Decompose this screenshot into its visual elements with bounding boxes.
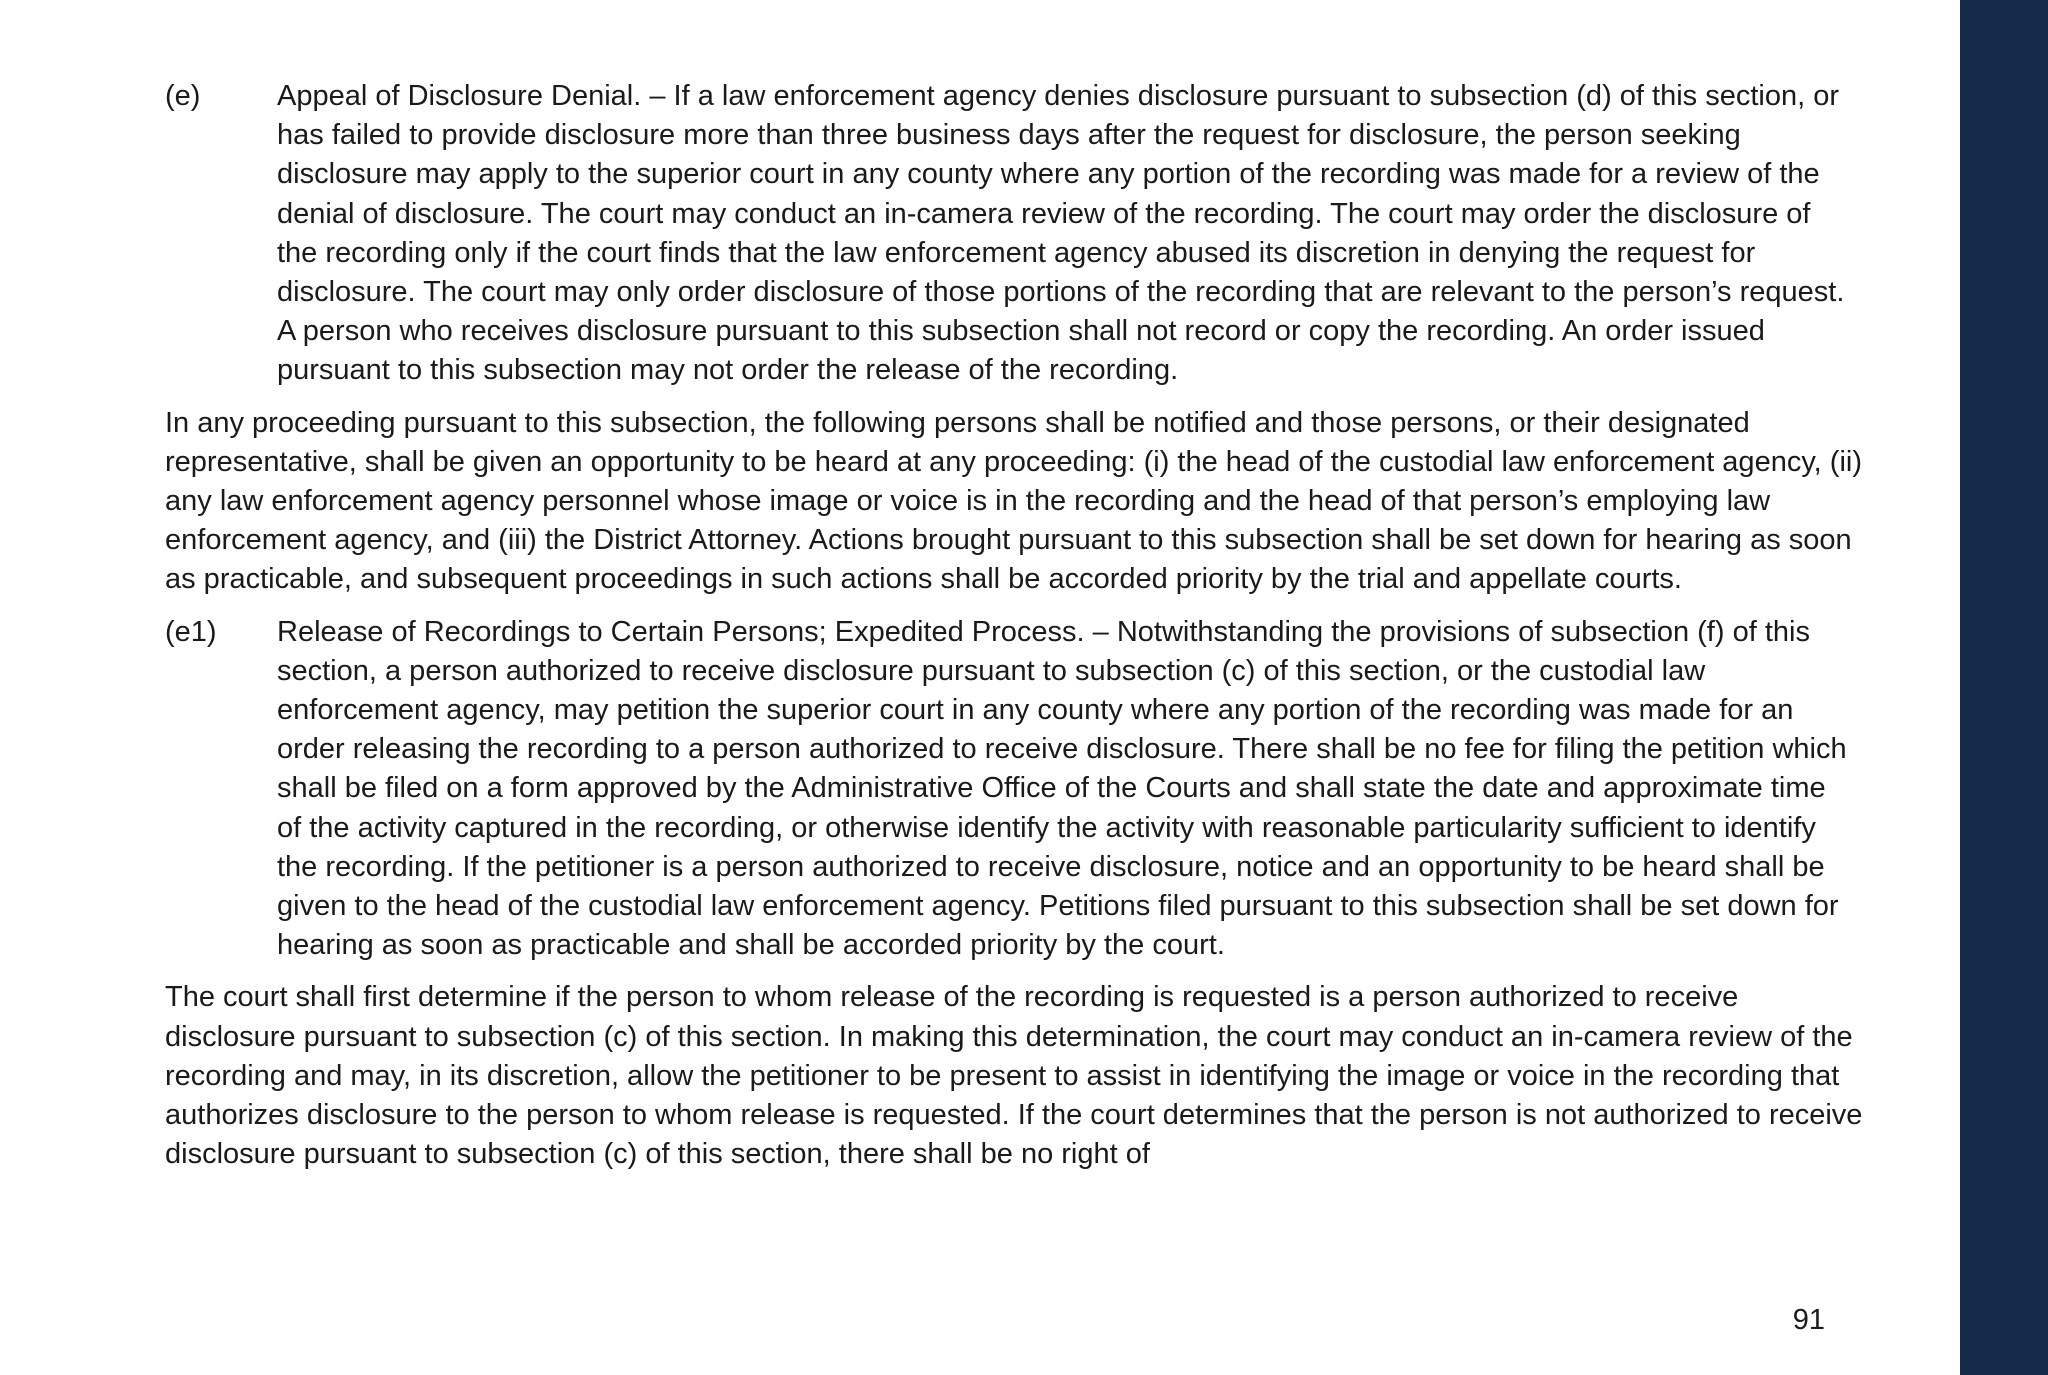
subsection-e-label: (e) (165, 80, 201, 112)
subsection-e1-text: Release of Recordings to Certain Persons; Expedited Process. – Notwithstanding the provisions of subsection (f) of this section, a person authorized to receive disclosure pursuant to subsection (c) of this section, or the custodial law enforcement agency, may petition the superior court in any county where any portion of the recording was made for an order releasing the recording to a person authorized to receive disclosure. There shall be no fee for filing the petition which shall be filed on a form approved by the Administrative Office of the Courts and shall state the date and approximate time of the activity captured in the recording, or otherwise identify the activity with reasonable particularity sufficient to identify the recording. If the petitioner is a person authorized to receive disclosure, notice and an opportunity to be heard shall be given to the head of the custodial law enforcement agency. Petitions filed pursuant to this subsection shall be set down for hearing as soon as practicable and shall be accorded priority by the court. (277, 615, 1847, 962)
subsection-e (165, 77, 1865, 391)
subsection-e-text: Appeal of Disclosure Denial. – If a law enforcement agency denies disclosure pursuant to subsection (d) of this section, or has failed to provide disclosure more than three business days after the request for disclosure, the person seeking disclosure may apply to the superior court in any county where any portion of the recording was made for a review of the denial of disclosure. The court may conduct an in-camera review of the recording. The court may order the disclosure of the recording only if the court finds that the law enforcement agency abused its discretion in denying the request for disclosure. The court may only order disclosure of those portions of the recording that are relevant to the person’s request. A person who receives disclosure pursuant to this subsection shall not record or copy the recording. An order issued pursuant to this subsection may not order the release of the recording. (277, 80, 1845, 387)
subsection-e1-label: (e1) (165, 615, 217, 648)
subsection-e1 (165, 613, 1865, 966)
subsection-e1-followup-paragraph: The court shall first determine if the person to whom release of the recording is requested is a person authorized to receive disclosure pursuant to subsection (c) of this section. In making this determination, the court may conduct an in-camera review of the recording and may, in its discretion, allow the petitioner to be present to assist in identifying the image or voice in the recording that authorizes disclosure to the person to whom release is requested. If the court determines that the person is not authorized to receive disclosure pursuant to subsection (c) of this section, there shall be no right of (165, 981, 1863, 1171)
document-body (165, 77, 1865, 1187)
page-number: 91 (1792, 1304, 1825, 1336)
subsection-e-followup-paragraph: In any proceeding pursuant to this subsection, the following persons shall be notified and those persons, or their designated representative, shall be given an opportunity to be heard at any proceeding: (i) the head of the custodial law enforcement agency, (ii) any law enforcement agency personnel whose image or voice is in the recording and the head of that person’s employing law enforcement agency, and (iii) the District Attorney. Actions brought pursuant to this subsection shall be set down for hearing as soon as practicable, and subsequent proceedings in such actions shall be accorded priority by the trial and appellate courts. (165, 406, 1862, 596)
navy-sidebar (1960, 0, 2048, 1375)
